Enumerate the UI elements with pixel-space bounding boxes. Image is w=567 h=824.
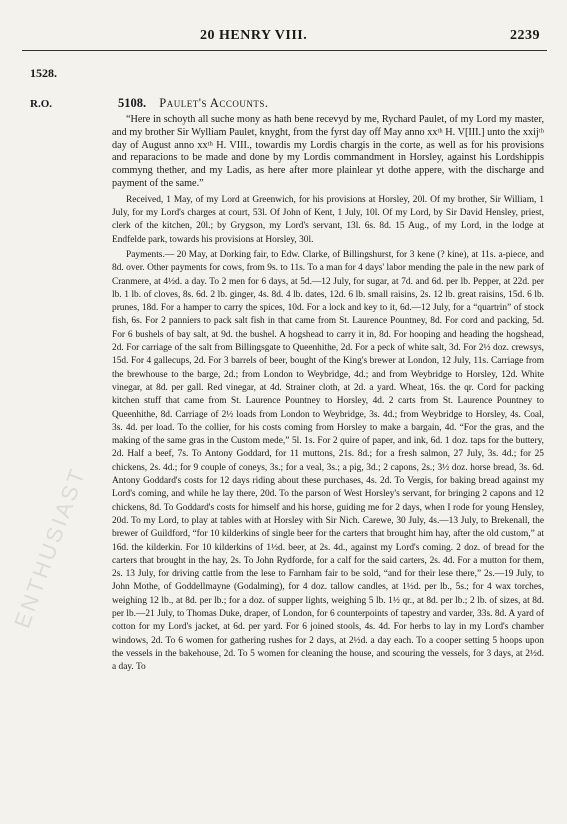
page-number: 2239 — [510, 28, 540, 43]
margin-year: 1528. — [30, 66, 57, 80]
entry-heading — [118, 96, 269, 111]
entry-number: 5108. — [118, 96, 147, 110]
reign-heading: 20 HENRY VIII. — [200, 28, 308, 43]
margin-source: R.O. — [30, 98, 52, 110]
received-paragraph: Received, 1 May, of my Lord at Greenwich, for his provisions at Horsley, 20l. Of my brother, Sir William, 1 July, for my Lord's charges at court, 53l. Of John of Kent, 1 July, 10l. Of my Lord, by Sir David Hensley, priest, clerk of the kitchen, 20l.; by Grygson, my Lord's servant, 13l. 6s. 8d. 15 Aug., of my Lord, in the lodge at Endfelde park, towards his provisions at Horsley, 30l. — [112, 194, 544, 245]
header-rule — [22, 50, 547, 51]
entry-title: Paulet's Accounts. — [159, 96, 269, 110]
watermark-stamp — [9, 420, 92, 680]
payments-paragraph: Payments.— 20 May, at Dorking fair, to Edw. Clarke, of Billingshurst, for 3 kene (? kine), at 11s. a-piece, and 8d. over. Other payments for cows, from 9s. to 11s. To a man for 4 days' labor mending the pale in the new park of Cranmere, at 4½d. a day. To 2 men for 6 days, at 5d.—12 July, for sugar, at 7d. and 6d. per lb. Pepper, at 22d. per lb. 1 lb. of cloves, 8s. 6d. 2 lb. ginger, 4s. 8d. 4 lb. dates, 12d. 6 lb. small raisins, 2s. 12 lb. great raisins, 15d. 6 lb. prunes, 18d. For a hamper to carry the spices, 10d. For a lock and key to it, 6d.—12 July, for a “quartrin” of stock fish, 6s. For 2 panniers to pack salt fish in that came from St. Laurence Pountney, 8d. For cord and packing, 5d. For 6 bushels of bay salt, at 9d. the bushel. A hogshead to carry it in, 8d. For hooping and heading the hogshead, 2d. For carriage of the salt from Billingsgate to Queenhithe, 2d. For a peck of white salt, 3d. For 2½ doz. crewsys, 15d. For 4 gallecups, 2d. For 3 barrels of beer, bought of the King's brewer at London, 12 July, 11s. Carriage from the brewhouse to the barge, 2d.; from London to Weybridge, 4d.; and from Weybridge to Horsley, 12d. White vinegar, at 8d. per gall. Red vinegar, at 4d. Strainer cloth, at 2d. a yard. Wheat, 16s. the qr. Cord for packing kitchen stuff that came from St. Laurence Pountney to Horsley, 4d. 2 carts from St. Laurence Pountney to Queenhithe, 8d. Carriage of 2½ loads from London to Weybridge, 3s. 4d.; from Weybridge to Horsley, 4s. Coal, 3s. 4d. per load. To the collier, for his costs coming from Horsley to make a bargain, 4d. “For the gras, and the making of the same gras in the Custom mede,” 5l. 1s. For 2 quire of paper, and ink, 6d. 1 doz. taps for the buttery, 2d. Half a beef, 7s. To Antony Goddard, for 11 muttons, 21s. 8d.; for a fresh salmon, 27 July, 3s. 4d.; for 25 chickens, 2s. 4d.; for 9 couple of coneys, 3s.; for a veal, 3s.; a pig, 3d.; 2 capons, 2s.; 3½ doz. horse bread, 3s. 6d. Antony Goddard's costs for 12 days riding about these purchases, 4s. 2d. To Vergis, for baking bread against my Lord's coming, and while he lay there, 20d. To the parson of West Horsley's servant, for bringing 2 capons and 12 chickens, 8d. To Goddard's costs for himself and his horse, guiding me for 2 days, when I rode for young Hensley, 20d. To my Lord, to play at tables with at Horsley with Sir Nich. Carewe, 30 July, 4s.—13 July, to Brekenall, the brewer of Guildford, “for 10 kilderkins of single beer for the carters that brought him hay, after the old custom,” at 16d. the kilderkin. For 10 kilderkins of 1½d. beer, at 2s. 4d., against my Lord's coming. 2 doz. of bread for the carters that brought in the hay, 2s. To John Rydforde, for a calf for the said carters, 2s. 4d. For a mutton for them, 2s. 13 July, for driving cattle from the lese to Farnham fair to be sold, “and for their lese there,” 2s.—19 July, to John Mothe, of Goddellmayne (Godalming), for 4 doz. tallow candles, at 1½d. per lb., 5s.; for 4 wax torches, weighing 12 lb., at 8d. per lb.; for a doz. of supper lights, weighing 5 lb. 1½ qr., at 8d. per lb.; 2 lb. of sizes, at 8d. per lb.—21 July, to Thomas Duke, draper, of London, for 6 counterpoints of tapestry and varder, 33s. 8d. A yard of cotton for my Lord's jacket, at 6d. per yard. For 6 joined stools, 4s. 4d. For herbs to lay in my Lord's chamber windows, 2d. To 6 women for gathering rushes for 2 days, at 2½d. a day each. To a cooper setting 5 hoops upon the vessels in the bakehouse, 2d. To 5 women for cleaning the house, and scouring the vessels, for 3 days, at 2½d. a day. To — [112, 249, 544, 673]
entry-body — [112, 114, 544, 674]
entry-quote: “Here in schoyth all suche mony as hath bene recevyd by me, Rychard Paulet, of my Lord my master, and my brother Sir Wylliam Paulet, knyght, from the fyrst day off May anno xxᵗʰ H. V[III.] unto the xxijᵗʰ day of August anno xxᵗʰ H. VIII., towardis my Lordis chargis in the corte, as well as for his provisions and reparacions to be made and done by my Lordis commandment in Horsley, against his Lordshippis commyng thether, and my Ladis, as here after more plainlear yt dothe appere, with the discharge and payment of the same.” — [112, 114, 544, 189]
watermark-text: ENTHUSIAST — [9, 463, 91, 632]
